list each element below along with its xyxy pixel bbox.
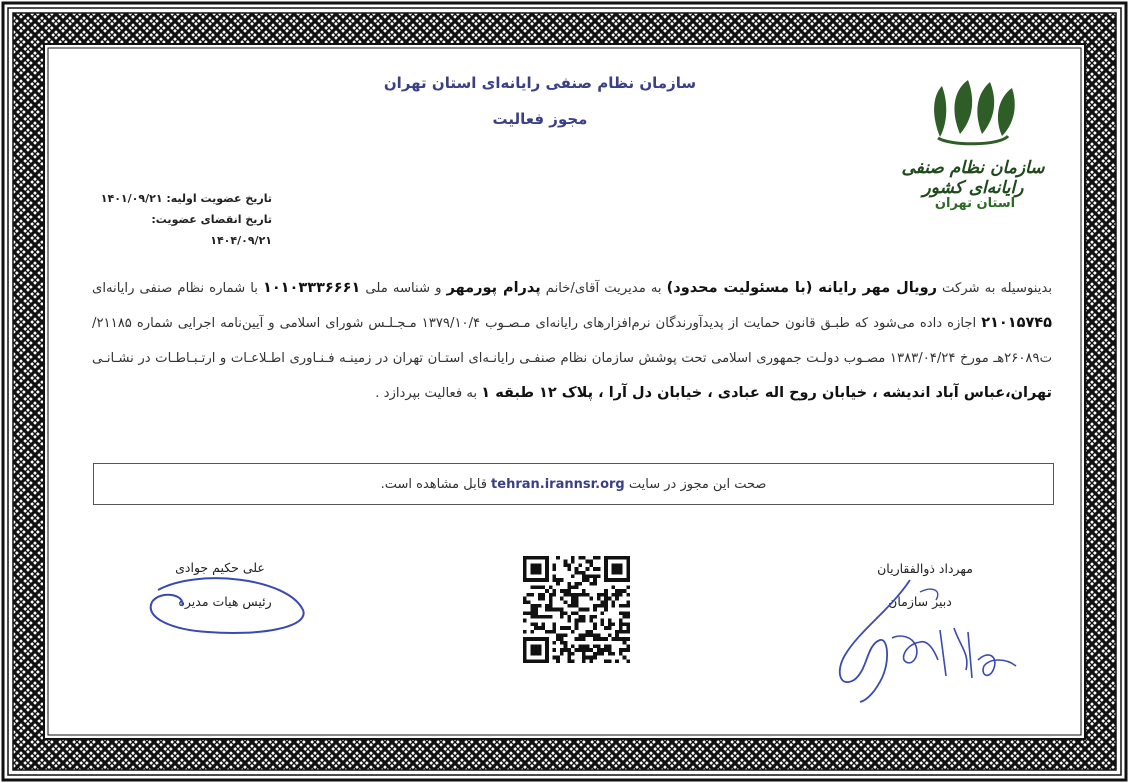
logo-province: استان تهران	[934, 196, 1016, 211]
body-text-4: با شماره نظام صنفی رایانه‌ای	[92, 281, 263, 297]
body-text-2: به مدیریت آقای/خانم	[540, 281, 667, 297]
membership-expiry-date: تاریخ انقضای عضویت: ۱۴۰۴/۰۹/۲۱	[151, 213, 272, 247]
secretary-name: مهرداد ذوالفقاریان	[877, 561, 973, 576]
qr-code-icon	[523, 556, 630, 663]
secretary-role: دبیر سازمان	[888, 594, 952, 609]
body-text-3: و شناسه ملی	[360, 281, 447, 297]
secretary-signature-icon	[820, 550, 1030, 710]
verification-site-link[interactable]: tehran.irannsr.org	[491, 477, 625, 492]
chairman-role: رئیس هیات مدیره	[178, 594, 272, 609]
license-body	[92, 271, 1052, 411]
verification-text-before: صحت این مجوز در سایت	[624, 477, 767, 492]
document-title: مجوز فعالیت	[492, 110, 588, 128]
body-text-5: اجازه داده می‌شود که طبـق قانون حمایت از پدیدآورندگان نرم‌افزارهای رایانه‌ای مـصـوب ۱۳۷۹/۱۰/۴ مـجـلـس شورای اسلامی و آیین‌نامه اجرایی شماره ۲۱۱۸۵/ت۲۶۰۸۹هـ مورخ ۱۳۸۳/۰۴/۲۴ مصـوب دولـت جمهوری اسلامی تحت پوشش سازمان نظام صنفـی رایانـه‌ای استـان تهران در زمینـه فـنـاوری اطـلاعـات و ارتـبـاطـات در نشـانـی	[92, 316, 1052, 367]
first-membership-date: تاریخ عضویت اولیه: ۱۴۰۱/۰۹/۲۱	[100, 192, 272, 205]
membership-dates	[92, 188, 272, 247]
guild-number: ۲۱۰۱۵۷۴۵	[981, 315, 1052, 332]
address: تهران،عباس آباد اندیشه ، خیابان روح اله عبادی ، خیابان دل آرا ، پلاک ۱۲ طبقه ۱	[481, 385, 1052, 402]
national-id: ۱۰۱۰۳۳۳۶۶۶۱	[262, 280, 361, 297]
verification-text-after: قابل مشاهده است.	[380, 477, 492, 492]
verification-box	[93, 463, 1054, 505]
chairman-signature-icon	[138, 570, 313, 650]
chairman-name: علی حکیم جوادی	[175, 560, 265, 575]
organization-title: سازمان نظام صنفی رایانه‌ای استان تهران	[383, 74, 697, 92]
logo-org-name: سازمان نظام صنفی رایانه‌ای کشور	[901, 158, 1045, 198]
body-text-6: به فعالیت بپردازد .	[375, 386, 482, 402]
manager-name: پدرام پورمهر	[446, 280, 541, 297]
body-text-1: بدینوسیله به شرکت	[936, 281, 1053, 297]
company-name: رویال مهر رایانه (با مسئولیت محدود)	[666, 280, 937, 297]
